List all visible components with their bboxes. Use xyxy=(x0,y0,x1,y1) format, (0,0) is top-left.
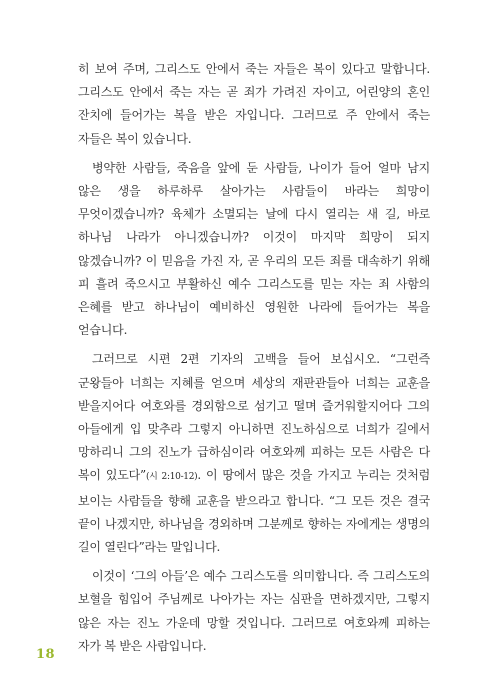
paragraph-3 xyxy=(78,348,430,559)
paragraph-1: 히 보여 주며, 그리스도 안에서 죽는 자들은 복이 있다고 말합니다. 그리스도 안에서 죽는 자는 곧 죄가 가려진 자이고, 어린양의 혼인 잔치에 들어가는 복을 받은 자입니다. 그러므로 주 안에서 죽는 자들은 복이 있습니다. xyxy=(78,62,430,146)
paragraph-2: 병약한 사람들, 죽음을 앞에 둔 사람들, 나이가 들어 얼마 남지 않은 생을 하루하루 살아가는 사람들이 바라는 희망이 무엇이겠습니까? 육체가 소멸되는 날에 다시 열리는 새 길, 바로 하나님 나라가 아니겠습니까? 이것이 마지막 희망이 되지 않겠습니까? 이 믿음을 가진 자, 곧 우리의 모든 죄를 대속하기 위해 피 흘려 죽으시고 부활하신 예수 그리스도를 믿는 자는 죄 사함의 은혜를 받고 하나님이 예비하신 영원한 나라에 들어가는 복을 얻습니다. xyxy=(78,160,430,338)
body-text xyxy=(78,58,430,658)
scripture-citation: (시 2:10-12) xyxy=(145,472,198,483)
paragraph-3-text-before-cite: 그러므로 시편 2편 기자의 고백을 들어 보십시오. “그런즉 군왕들아 너희는 지혜를 얻으며 세상의 재판관들아 너희는 교훈을 받을지어다 여호와를 경외함으로 섬기고 떨며 즐거워할지어다 그의 아들에게 입 맞추라 그렇지 아니하면 진노하심으로 너희가 길에서 망하리니 그의 진노가 급하심이라 여호와께 피하는 모든 사람은 다 복이 있도다” xyxy=(78,352,430,483)
paragraph-4: 이것이 ‘그의 아들’은 예수 그리스도를 의미합니다. 즉 그리스도의 보혈을 힘입어 주님께로 나아가는 자는 심판을 면하겠지만, 그렇지 않은 자는 진노 가운데 망할 것입니다. 그러므로 여호와께 피하는 자가 복 받은 사람입니다. xyxy=(78,569,430,653)
page-number: 18 xyxy=(36,647,56,662)
paragraph-3-text-after-cite: . 이 땅에서 많은 것을 가지고 누리는 것처럼 보이는 사람들을 향해 교훈을 받으라고 합니다. “그 모든 것은 결국 끝이 나겠지만, 하나님을 경외하며 그분께로 향하는 자에게는 생명의 길이 열린다”라는 말입니다. xyxy=(78,468,430,555)
